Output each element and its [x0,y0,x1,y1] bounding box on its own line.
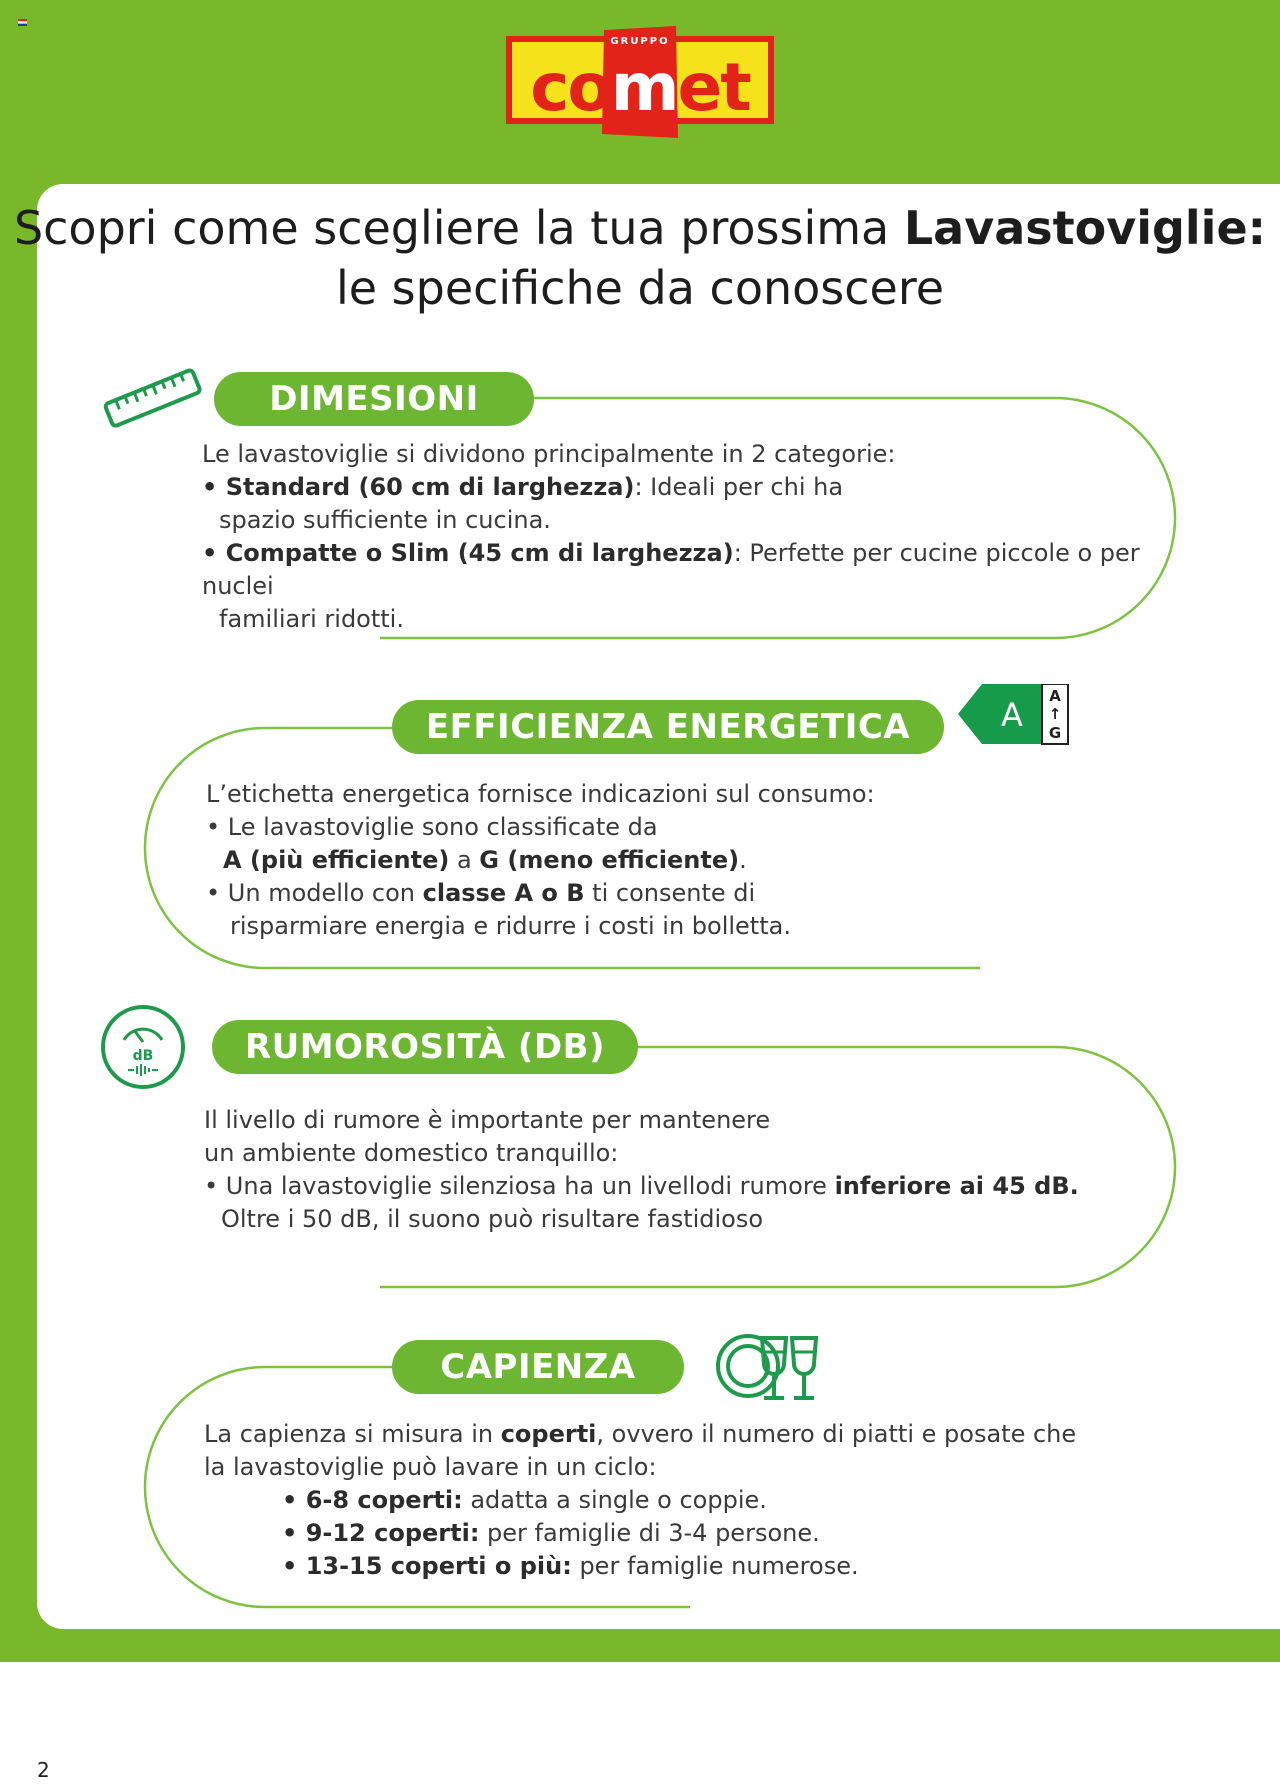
capacity-item: • 13-15 coperti o più: per famiglie numerose. [282,1552,859,1580]
section-heading-dimensioni: DIMESIONI [214,372,534,426]
ruler-icon [98,360,208,438]
svg-text:↑: ↑ [1048,705,1062,723]
page-title: Scopri come scegliere la tua prossima Lavastoviglie: le specifiche da conoscere [13,201,1267,315]
section-body-rumorosita: Il livello di rumore è importante per mantenere un ambiente domestico tranquillo: • Una lavastoviglie silenziosa ha un livellodi rumore inferiore ai 45 dB. Oltre i 50 dB, il suono può risultare fastidioso [204,1106,1079,1233]
svg-text:comet: comet [530,49,750,126]
svg-text:GRUPPO: GRUPPO [610,36,670,47]
svg-text:A: A [1049,687,1061,705]
page-number: 2 [37,1758,50,1782]
section-heading-efficienza: EFFICIENZA ENERGETICA [392,700,944,754]
energy-label-icon [958,684,1070,746]
svg-text:dB: dB [132,1048,154,1064]
section-body-dimensioni: Le lavastoviglie si dividono principalmente in 2 categorie: • Standard (60 cm di larghezza): Ideali per chi ha spazio sufficiente in cucina. • Compatte o Slim (45 cm di larghezza): Perfette per cucine piccole o per nuclei familiari ridotti. [202,440,1140,633]
decibel-meter-icon [100,1004,186,1090]
svg-text:G: G [1048,724,1062,742]
section-body-capienza: La capienza si misura in coperti, ovvero il numero di piatti e posate che la lavastoviglie può lavare in un ciclo: • 6-8 coperti: adatta a single o coppie. • 9-12 coperti: per famiglie di 3-4 persone. • 13-15 coperti o più: per famiglie numerose. [204,1418,1164,1583]
capacity-item: • 9-12 coperti: per famiglie di 3-4 persone. [282,1519,820,1547]
section-heading-capienza: CAPIENZA [392,1340,684,1394]
capacity-item: • 6-8 coperti: adatta a single o coppie. [282,1486,767,1514]
section-body-efficienza: L’etichetta energetica fornisce indicazioni sul consumo: • Le lavastoviglie sono classificate da A (più efficiente) a G (meno efficiente). • Un modello con classe A o B ti consente di risparmiare energia e ridurre i costi in bolletta. [206,780,875,940]
dishes-glasses-icon [714,1324,824,1408]
section-heading-rumorosita: RUMOROSITÀ (DB) [212,1020,638,1074]
svg-text:A: A [1001,696,1023,734]
